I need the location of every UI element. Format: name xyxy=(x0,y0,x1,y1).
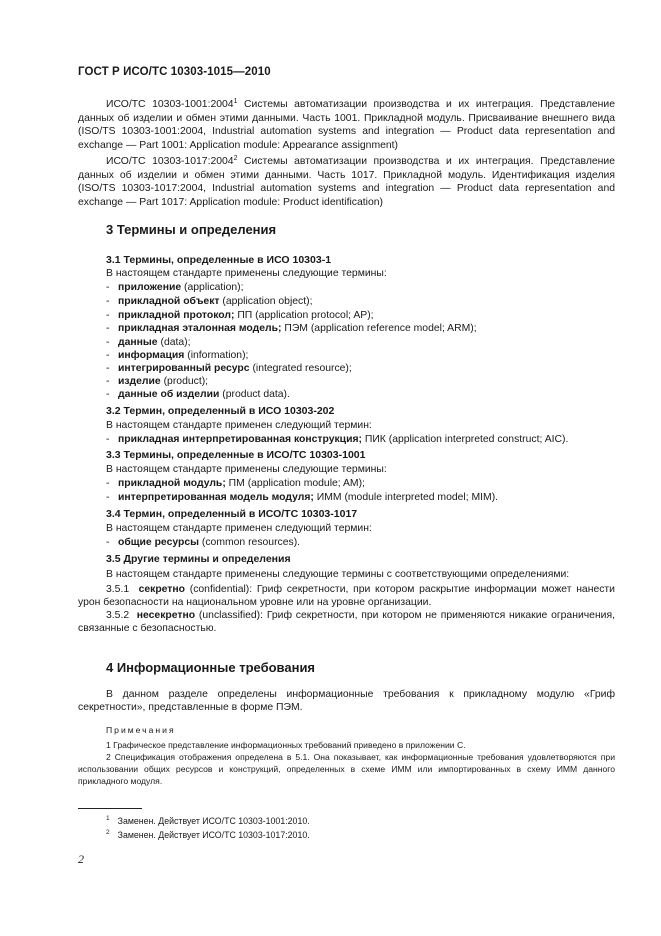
section-4-title: 4 Информационные требования xyxy=(106,660,316,675)
list-item: - приложение (application); xyxy=(106,282,244,293)
reference-text: Системы автоматизации производства и их интеграция. Представление данных об изделии и обмен этими данными. Часть 1017. Прикладной модуль. Идентификация изделия (ISO/TS 10303-1017:2004, Industrial automation systems and integration — Product data representation and exchange — Part 1017: Application module: Product identification) xyxy=(78,156,615,208)
section-4-text: В данном разделе определены информационные требования к прикладному модулю «Гриф секретности», представленные в форме ПЭМ. xyxy=(78,689,615,713)
subsection-3-5-title: 3.5 Другие термины и определения xyxy=(106,553,291,565)
term-gloss: ИММ (module interpreted model; MIM). xyxy=(313,492,499,503)
term: прикладная эталонная модель; xyxy=(118,323,282,334)
reference-text: Системы автоматизации производства и их интеграция. Представление данных об изделии и обмен этими данными. Часть 1001. Прикладной модуль. Присваивание внешнего вида (ISO/TS 10303-1001:2004, Industrial automation systems and integration — Product data representation and exchange — Part 1001: Application module: Appearance assignment) xyxy=(78,99,615,151)
term: изделие xyxy=(118,376,161,387)
footnote-marker: 1 xyxy=(233,98,238,105)
footnote xyxy=(106,829,310,840)
list-item: - данные об изделии (product data). xyxy=(106,389,290,400)
note xyxy=(78,739,615,751)
term: общие ресурсы xyxy=(118,537,199,548)
note-text: 1 Графическое представление информационных требований приведено в приложении С. xyxy=(106,740,466,750)
notes-block xyxy=(78,739,615,787)
term-gloss: (application object); xyxy=(219,296,313,307)
term: интерпретированная модель модуля; xyxy=(118,492,314,503)
term-gloss: (information); xyxy=(184,350,249,361)
definition-text: (confidential): Гриф секретности, при котором раскрытие информации может нанести урон безопасности на национальном уровне или на уровне организации. xyxy=(78,584,615,608)
term-gloss: (common resources). xyxy=(199,537,301,548)
list-item: - прикладная интерпретированная конструкция; ПИК (application interpreted construct; AIC). xyxy=(106,434,569,445)
definition xyxy=(78,583,615,609)
subsection-intro: В настоящем стандарте применен следующий термин: xyxy=(106,420,372,431)
definitions-block xyxy=(78,583,615,635)
term: прикладной протокол; xyxy=(118,310,235,321)
term: прикладной модуль; xyxy=(118,478,226,489)
subsection-3-3-title: 3.3 Термины, определенные в ИСО/ТС 10303-1001 xyxy=(106,449,366,461)
definition-number: 3.5.1 xyxy=(106,584,130,595)
notes-title: Примечания xyxy=(106,725,176,735)
subsection-3-2-title: 3.2 Термин, определенный в ИСО 10303-202 xyxy=(106,405,335,417)
list-item: - изделие (product); xyxy=(106,376,209,387)
term-gloss: (data); xyxy=(157,337,191,348)
footnote-number: 2 xyxy=(106,829,110,836)
note xyxy=(78,751,615,787)
list-item: - прикладной модуль; ПМ (application module; AM); xyxy=(106,478,365,489)
term: данные xyxy=(118,337,158,348)
term-gloss: (integrated resource); xyxy=(249,363,352,374)
document-header: ГОСТ Р ИСО/ТС 10303-1015—2010 xyxy=(78,66,271,78)
definition-text: (unclassified): Гриф секретности, при котором не применяются никакие ограничения, связанные с безопасностью. xyxy=(78,610,615,634)
subsection-intro: В настоящем стандарте применены следующие термины: xyxy=(106,464,387,475)
list-item: - интегрированный ресурс (integrated resource); xyxy=(106,363,352,374)
list-item: - общие ресурсы (common resources). xyxy=(106,537,301,548)
subsection-3-4-title: 3.4 Термин, определенный в ИСО/ТС 10303-1017 xyxy=(106,508,358,520)
section-4-body xyxy=(78,688,615,714)
definition-number: 3.5.2 xyxy=(106,610,130,621)
term: интегрированный ресурс xyxy=(118,363,250,374)
reference-code: ИСО/ТС 10303-1001:2004 xyxy=(106,99,234,110)
reference-item xyxy=(78,152,615,209)
subsection-3-1-title: 3.1 Термины, определенные в ИСО 10303-1 xyxy=(106,254,332,266)
subsection-intro: В настоящем стандарте применены следующие термины: xyxy=(106,268,387,279)
list-item: - прикладной объект (application object); xyxy=(106,296,313,307)
section-3-title: 3 Термины и определения xyxy=(106,222,277,237)
list-item: - данные (data); xyxy=(106,337,191,348)
term-gloss: (product); xyxy=(160,376,209,387)
term-gloss: ПП (application protocol; AP); xyxy=(234,310,374,321)
footnote-divider xyxy=(78,808,142,809)
term-gloss: ПИК (application interpreted construct; AIC). xyxy=(361,434,569,445)
term-gloss: ПЭМ (application reference model; ARM); xyxy=(281,323,477,334)
reference-item xyxy=(78,95,615,152)
list-item: - интерпретированная модель модуля; ИММ (module interpreted model; MIM). xyxy=(106,492,499,503)
footnote-number: 1 xyxy=(106,815,110,822)
term: прикладная интерпретированная конструкция; xyxy=(118,434,362,445)
term: несекретно xyxy=(136,610,196,621)
list-item: - информация (information); xyxy=(106,350,249,361)
footnote xyxy=(106,815,310,826)
footnote-text: Заменен. Действует ИСО/ТС 10303-1001:2010. xyxy=(117,816,310,826)
subsection-intro: В настоящем стандарте применены следующие термины с соответствующими определениями: xyxy=(106,569,570,580)
term: приложение xyxy=(118,282,182,293)
term: данные об изделии xyxy=(118,389,220,400)
definition xyxy=(78,609,615,635)
references-block xyxy=(78,95,615,209)
term-gloss: (product data). xyxy=(219,389,290,400)
term: секретно xyxy=(138,584,186,595)
page-number: 2 xyxy=(78,852,84,866)
term: информация xyxy=(118,350,185,361)
term: прикладной объект xyxy=(118,296,220,307)
note-text: 2 Спецификация отображения определена в 5.1. Она показывает, как информационные требования удовлетворяются при использовании общих ресурсов и конструкций, определенных в схеме ИММ или импортированных в схему ИММ данного прикладного модуля. xyxy=(78,752,615,786)
list-item: - прикладная эталонная модель; ПЭМ (application reference model; ARM); xyxy=(106,323,477,334)
reference-code: ИСО/ТС 10303-1017:2004 xyxy=(106,156,234,167)
footnote-text: Заменен. Действует ИСО/ТС 10303-1017:2010. xyxy=(117,830,310,840)
term-gloss: ПМ (application module; AM); xyxy=(225,478,365,489)
list-item: - прикладной протокол; ПП (application protocol; AP); xyxy=(106,310,374,321)
subsection-intro: В настоящем стандарте применен следующий термин: xyxy=(106,523,372,534)
term-gloss: (application); xyxy=(181,282,244,293)
footnote-marker: 2 xyxy=(233,155,238,162)
